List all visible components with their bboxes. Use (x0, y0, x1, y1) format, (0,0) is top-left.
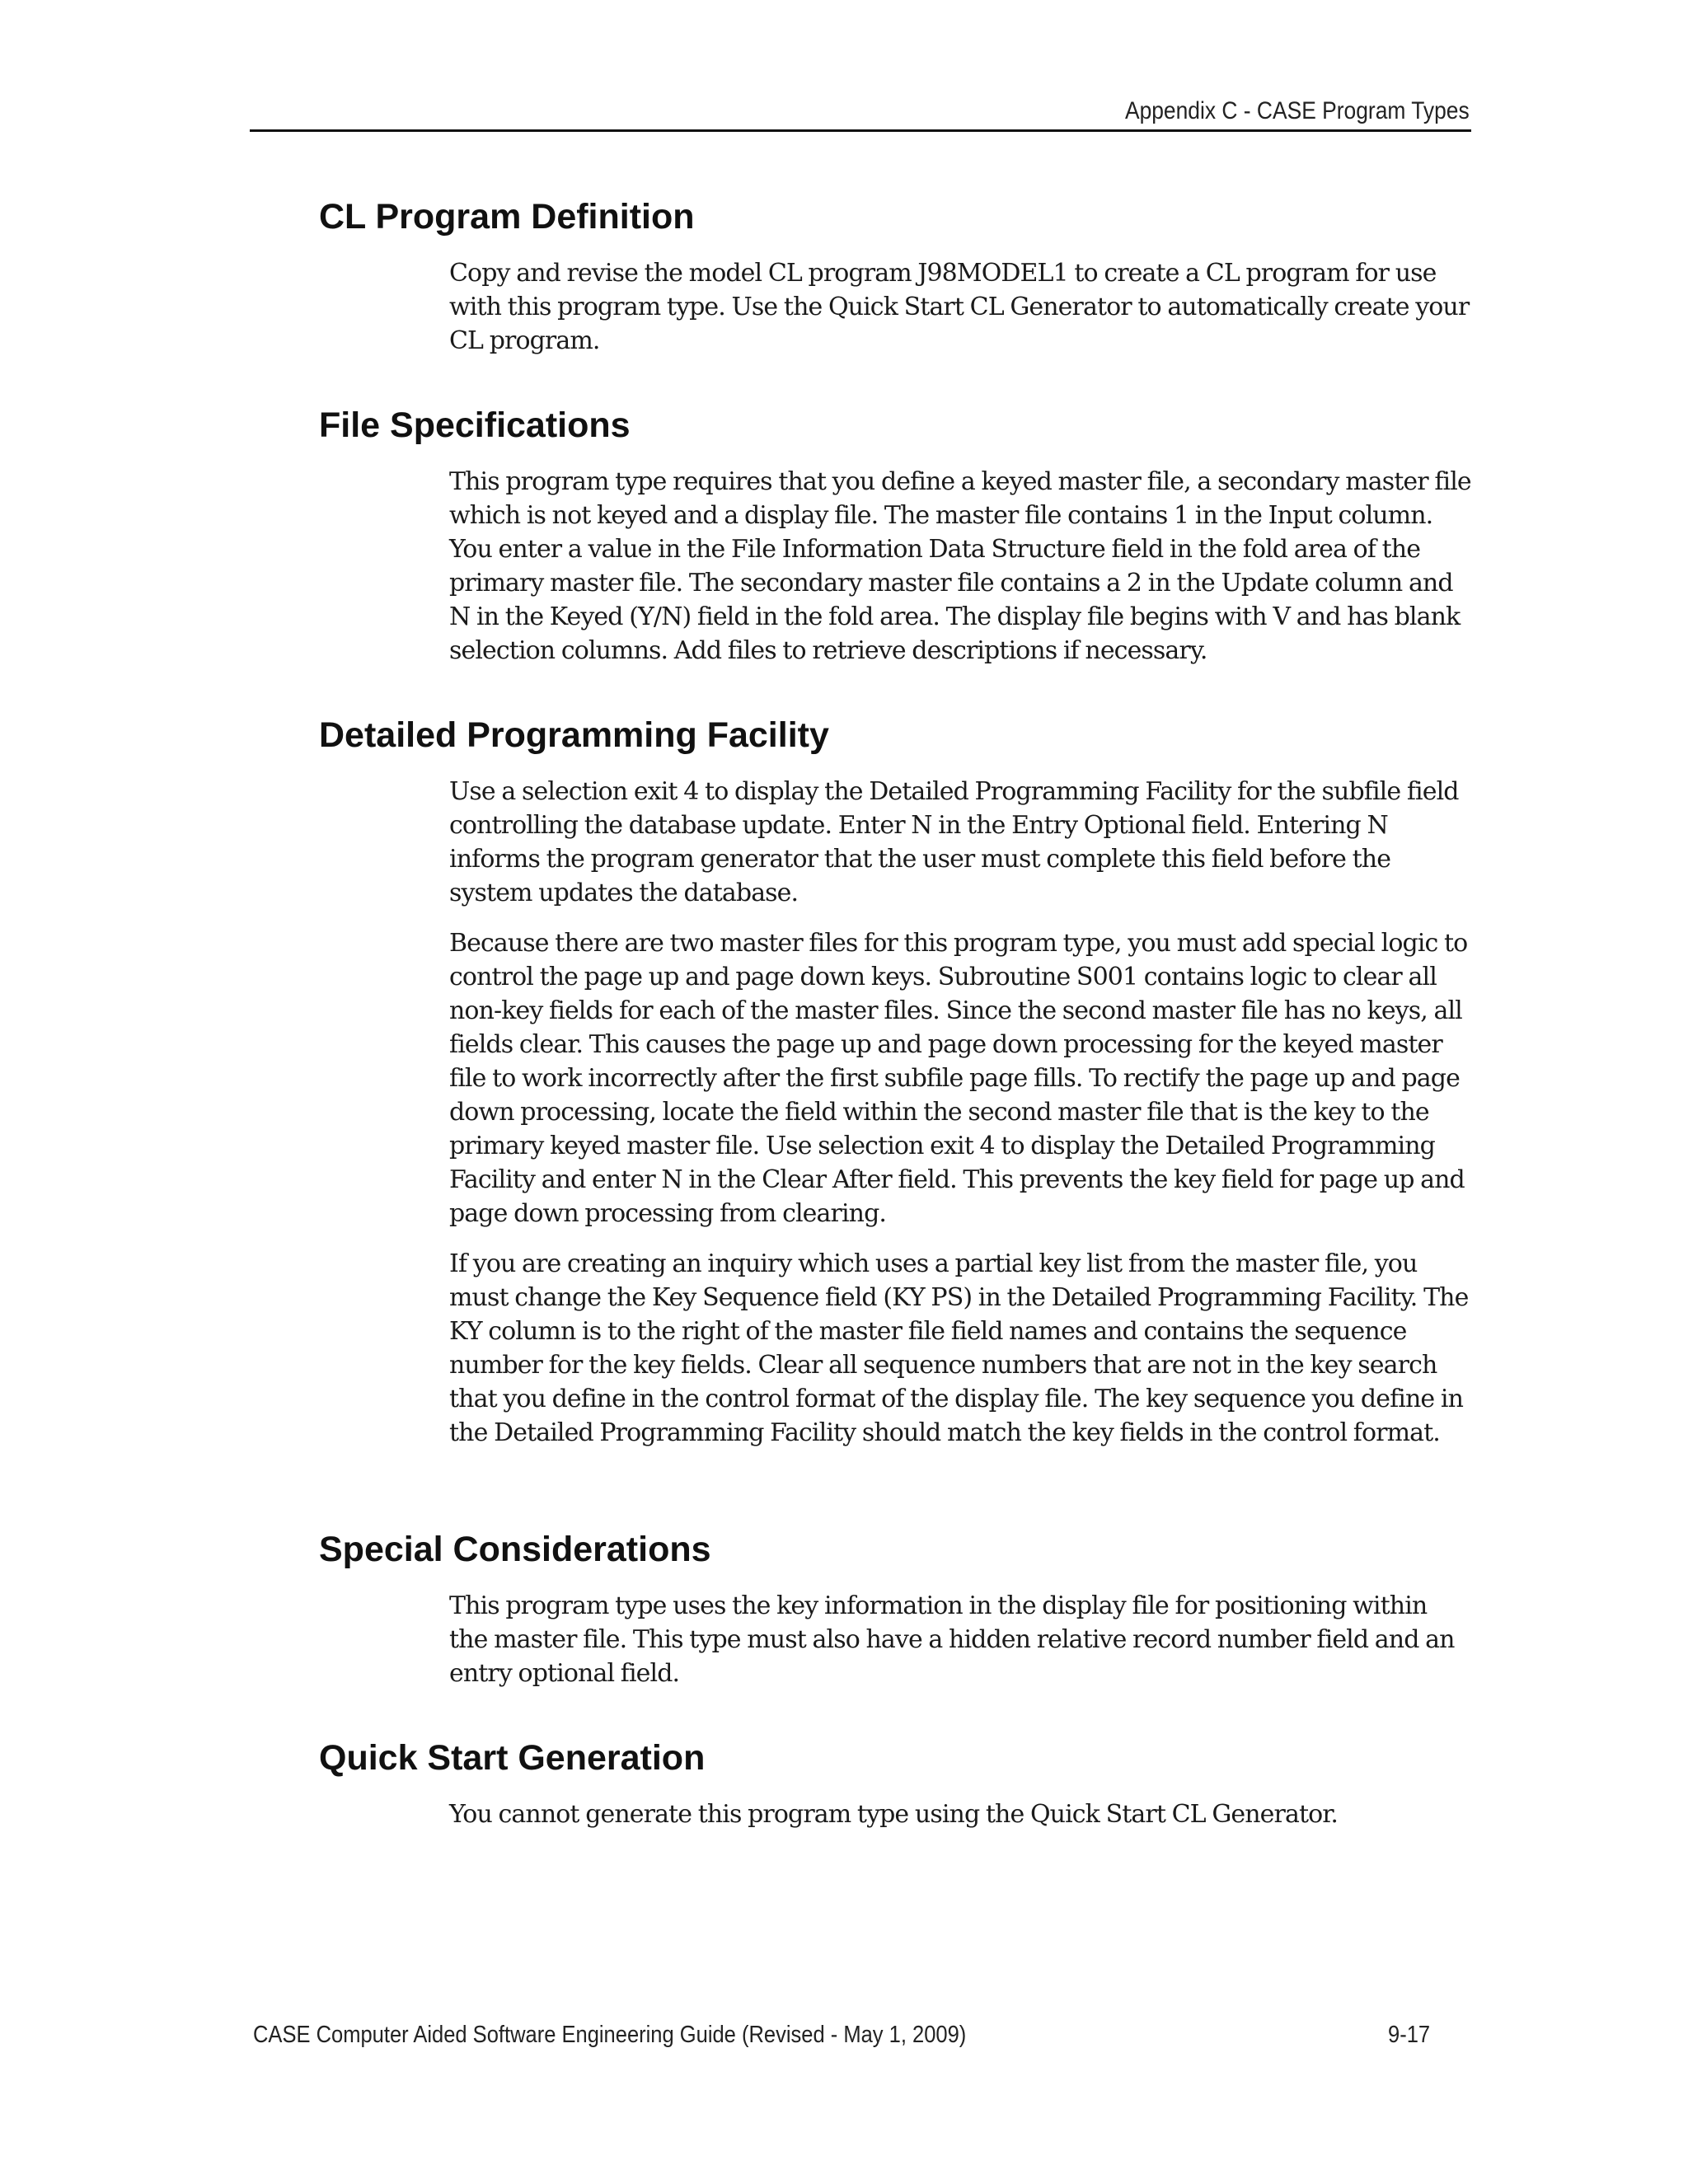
section-heading: Detailed Programming Facility (319, 715, 829, 755)
section-detailed-programming-facility (319, 714, 1473, 1450)
running-header: Appendix C - CASE Program Types (1125, 97, 1470, 124)
section-body (449, 1589, 1471, 1690)
section-heading: Quick Start Generation (319, 1738, 706, 1778)
section-body (449, 775, 1471, 1450)
footer-page-number: 9-17 (1388, 2022, 1431, 2048)
paragraph: Copy and revise the model CL program J98MODEL1 to create a CL program for use with this program type. Use the Quick Start CL Generator to automatically create your CL program. (449, 259, 1470, 355)
section-body (449, 465, 1471, 668)
section-body (449, 1797, 1471, 1831)
paragraph: This program type requires that you define a keyed master file, a secondary master file which is not keyed and a display file. The master file contains 1 in the Input column. You enter a value in the File Information Data Structure field in the fold area of the primary master file. The secondary master file contains a 2 in the Update column and N in the Keyed (Y/N) field in the fold area. The display file begins with V and has blank selection columns. Add files to retrieve descriptions if necessary. (449, 467, 1471, 665)
section-quick-start-generation (319, 1736, 1473, 1831)
header-rule (250, 129, 1471, 132)
footer-guide-title: CASE Computer Aided Software Engineering Guide (Revised - May 1, 2009) (253, 2022, 967, 2048)
paragraph: If you are creating an inquiry which uses a partial key list from the master file, you must change the Key Sequence field (KY PS) in the Detailed Programming Facility. The KY column is to the right of the master file field names and contains the sequence number for the key fields. Clear all sequence numbers that are not in the key search that you define in the control format of the display file. The key sequence you define in the Detailed Programming Facility should match the key fields in the control format. (449, 1249, 1469, 1447)
section-heading: File Specifications (319, 405, 631, 445)
paragraph: Use a selection exit 4 to display the Detailed Programming Facility for the subfile field controlling the database update. Enter N in the Entry Optional field. Entering N informs the program generator that the user must complete this field before the system updates the database. (449, 777, 1459, 907)
section-body (449, 256, 1471, 358)
section-file-specifications (319, 404, 1473, 668)
paragraph: Because there are two master files for this program type, you must add special logic to control the page up and page down keys. Subroutine S001 contains logic to clear all non-key fields for each of the master files. Since the second master file has no keys, all fields clear. This causes the page up and page down processing for the keyed master file to work incorrectly after the first subfile page fills. To rectify the page up and page down processing, locate the field within the second master file that is the key to the primary keyed master file. Use selection exit 4 to display the Detailed Programming Facility and enter N in the Clear After field. This prevents the key field for page up and page down processing from clearing. (449, 929, 1468, 1228)
section-heading: CL Program Definition (319, 197, 695, 237)
section-cl-program-definition (319, 195, 1473, 358)
section-special-considerations (319, 1528, 1473, 1690)
section-heading: Special Considerations (319, 1530, 711, 1569)
paragraph: You cannot generate this program type using the Quick Start CL Generator. (449, 1800, 1339, 1829)
paragraph: This program type uses the key information in the display file for positioning within the master file. This type must also have a hidden relative record number field and an entry optional field. (449, 1591, 1455, 1688)
